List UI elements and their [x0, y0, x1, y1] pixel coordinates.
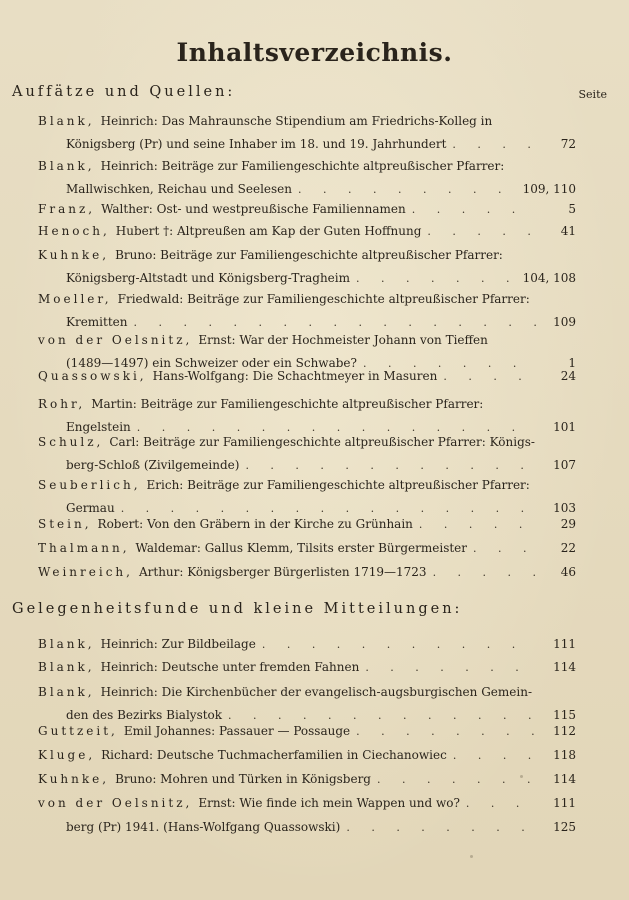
- section-heading-notes: Gelegenheitsfunde und kleine Mitteilungen:: [12, 601, 463, 617]
- toc-entry: [38, 288, 576, 334]
- entry-line-continued: [38, 133, 576, 157]
- entry-title-continued: Engelstein: [66, 419, 131, 434]
- entry-title: Bruno: Beiträge zur Familiengeschichte altpreußischer Pfarrer:: [115, 248, 503, 262]
- entry-page-number: 115: [553, 707, 576, 722]
- entry-author: Kuhnke,: [38, 248, 110, 262]
- entry-page-number: 111: [553, 637, 576, 651]
- toc-entry: [38, 365, 576, 389]
- entry-author: Blank,: [38, 159, 95, 173]
- entry-title: Emil Johannes: Passauer — Possauge: [123, 724, 351, 738]
- entry-line: [38, 744, 576, 768]
- dot-leader: [473, 538, 536, 561]
- entry-author: Blank,: [38, 685, 95, 699]
- entry-author: Stein,: [38, 517, 92, 531]
- entry-title: Carl: Beiträge zur Familiengeschichte altpreußischer Pfarrer: Königs-: [109, 435, 535, 449]
- entry-author: Kuhnke,: [38, 772, 110, 786]
- entry-title: Bruno: Mohren und Türken in Königsberg: [115, 772, 371, 786]
- entry-page-number: 101: [553, 419, 576, 434]
- entry-line: [38, 681, 576, 704]
- toc-entry: [38, 816, 576, 840]
- entry-page-number: 118: [553, 748, 576, 762]
- entry-line: [38, 329, 576, 352]
- entry-title: Ernst: War der Hochmeister Johann von Tieffen: [198, 333, 488, 347]
- entry-title: Heinrich: Zur Bildbeilage: [100, 637, 256, 651]
- toc-entry: [38, 155, 576, 201]
- entry-line: [38, 792, 576, 816]
- toc-entry: [38, 110, 576, 156]
- entry-page-number: 114: [553, 660, 576, 674]
- toc-entry: [38, 744, 576, 768]
- entry-title: Heinrich: Beiträge zur Familiengeschichte altpreußischer Pfarrer:: [100, 159, 505, 173]
- entry-page-number: 103: [553, 500, 576, 515]
- entry-page-number: 125: [553, 820, 576, 834]
- entry-title-continued: berg-Schloß (Zivilgemeinde): [66, 457, 240, 472]
- entry-title: Richard: Deutsche Tuchmacherfamilien in Ciechanowiec: [101, 748, 447, 762]
- toc-entry: [38, 513, 576, 537]
- entry-title: Robert: Von den Gräbern in der Kirche zu Grünhain: [97, 517, 413, 531]
- entry-author: Guttzeit,: [38, 724, 118, 738]
- toc-entry: [38, 198, 576, 222]
- entry-page-number: 46: [560, 565, 576, 579]
- entry-page-number: 111: [553, 796, 576, 810]
- entry-page-number: 24: [560, 369, 576, 383]
- toc-entry: [38, 561, 576, 585]
- entry-title: Erich: Beiträge zur Familiengeschichte altpreußischer Pfarrer:: [146, 478, 530, 492]
- entry-page-number: 109, 110: [522, 181, 576, 196]
- dot-leader: [377, 769, 536, 792]
- entry-line: [38, 198, 576, 222]
- entry-page-number: 22: [560, 541, 576, 555]
- entry-page-number: 107: [553, 457, 576, 472]
- entry-author: Blank,: [38, 660, 95, 674]
- entry-line: [38, 656, 576, 680]
- entry-line: [38, 220, 576, 244]
- entry-author: Franz,: [38, 202, 96, 216]
- dot-leader: [427, 221, 536, 244]
- entry-title: Ernst: Wie finde ich mein Wappen und wo?: [198, 796, 460, 810]
- entry-page-number: 72: [560, 136, 576, 151]
- dot-leader: [356, 721, 536, 744]
- entry-title: Arthur: Königsberger Bürgerlisten 1719—1723: [138, 565, 427, 579]
- toc-entry: [38, 720, 576, 744]
- entry-line: [38, 537, 576, 561]
- entry-author: Kluge,: [38, 748, 96, 762]
- entry-line: [38, 816, 576, 840]
- toc-entry: [38, 220, 576, 244]
- entry-author: Thalmann,: [38, 541, 130, 555]
- entry-author: Blank,: [38, 637, 95, 651]
- entry-title: Hans-Wolfgang: Die Schachtmeyer in Masuren: [152, 369, 438, 383]
- entry-page-number: 41: [560, 224, 576, 238]
- entry-line: [38, 768, 576, 792]
- entry-author: Quassowski,: [38, 369, 147, 383]
- entry-line-continued: [38, 267, 576, 291]
- entry-title-continued: Königsberg (Pr) und seine Inhaber im 18. und 19. Jahrhundert: [66, 136, 447, 151]
- entry-title: Waldemar: Gallus Klemm, Tilsits erster Bürgermeister: [135, 541, 468, 555]
- dot-leader: [346, 817, 536, 840]
- toc-entry: [38, 633, 576, 657]
- dot-leader: [433, 562, 536, 585]
- entry-line: [38, 561, 576, 585]
- entry-line: [38, 720, 576, 744]
- toc-entry: [38, 656, 576, 680]
- dot-leader: [453, 745, 536, 768]
- entry-line: [38, 365, 576, 389]
- entry-title: Heinrich: Das Mahraunsche Stipendium am Friedrichs-Kolleg in: [100, 114, 493, 128]
- entry-author: von der Oelsnitz,: [38, 796, 193, 810]
- toc-entry: [38, 431, 576, 477]
- paper-speck: [470, 855, 473, 858]
- dot-leader: [412, 199, 536, 222]
- entry-title-continued: Mallwischken, Reichau und Seelesen: [66, 181, 292, 196]
- entry-page-number: 104, 108: [522, 270, 576, 285]
- entry-title: berg (Pr) 1941. (Hans-Wolfgang Quassowski): [66, 820, 341, 834]
- entry-title-continued: den des Bezirks Bialystok: [66, 707, 223, 722]
- dot-leader: [419, 514, 536, 537]
- dot-leader: [262, 634, 536, 657]
- entry-title-continued: Germau: [66, 500, 115, 515]
- dot-leader: [452, 134, 536, 157]
- entry-line: [38, 393, 576, 416]
- dot-leader: [443, 366, 536, 389]
- page-column-label: Seite: [578, 88, 607, 101]
- entry-line: [38, 288, 576, 311]
- entry-author: von der Oelsnitz,: [38, 333, 193, 347]
- entry-page-number: 114: [553, 772, 576, 786]
- entry-title: Hubert †: Altpreußen am Kap der Guten Hoffnung: [115, 224, 422, 238]
- toc-entry: [38, 537, 576, 561]
- entry-page-number: 29: [560, 517, 576, 531]
- entry-page-number: 1: [568, 355, 576, 370]
- toc-entry: [38, 792, 576, 816]
- entry-author: Moeller,: [38, 292, 112, 306]
- toc-entry: [38, 244, 576, 290]
- entry-line: [38, 244, 576, 267]
- entry-author: Seuberlich,: [38, 478, 141, 492]
- page-title: Inhaltsverzeichnis.: [176, 38, 453, 67]
- entry-author: Weinreich,: [38, 565, 133, 579]
- entry-line: [38, 474, 576, 497]
- entry-title-continued: Königsberg-Altstadt und Königsberg-Tragheim: [66, 270, 350, 285]
- dot-leader: [466, 793, 536, 816]
- entry-author: Rohr,: [38, 397, 86, 411]
- entry-page-number: 109: [553, 314, 576, 329]
- entry-title: Heinrich: Die Kirchenbücher der evangelisch-augsburgischen Gemein-: [100, 685, 532, 699]
- toc-entry: [38, 768, 576, 792]
- entry-title: Walther: Ost- und westpreußische Familiennamen: [101, 202, 406, 216]
- entry-author: Henoch,: [38, 224, 110, 238]
- entry-author: Schulz,: [38, 435, 104, 449]
- entry-line: [38, 633, 576, 657]
- entry-author: Blank,: [38, 114, 95, 128]
- entry-title: Heinrich: Deutsche unter fremden Fahnen: [100, 660, 360, 674]
- entry-title: Martin: Beiträge zur Familiengeschichte altpreußischer Pfarrer:: [91, 397, 484, 411]
- entry-line: [38, 155, 576, 178]
- entry-line: [38, 513, 576, 537]
- entry-title-continued: Kremitten: [66, 314, 128, 329]
- paper-speck: [520, 775, 523, 778]
- dot-leader: [356, 268, 517, 291]
- dot-leader: [365, 657, 536, 680]
- entry-page-number: 5: [568, 202, 576, 216]
- entry-line: [38, 110, 576, 133]
- entry-page-number: 112: [553, 724, 576, 738]
- entry-line: [38, 431, 576, 454]
- entry-title: Friedwald: Beiträge zur Familiengeschichte altpreußischer Pfarrer:: [117, 292, 530, 306]
- entry-title-continued: (1489—1497) ein Schweizer oder ein Schwabe?: [66, 355, 357, 370]
- section-heading-articles: Auffätze und Quellen:: [12, 84, 236, 100]
